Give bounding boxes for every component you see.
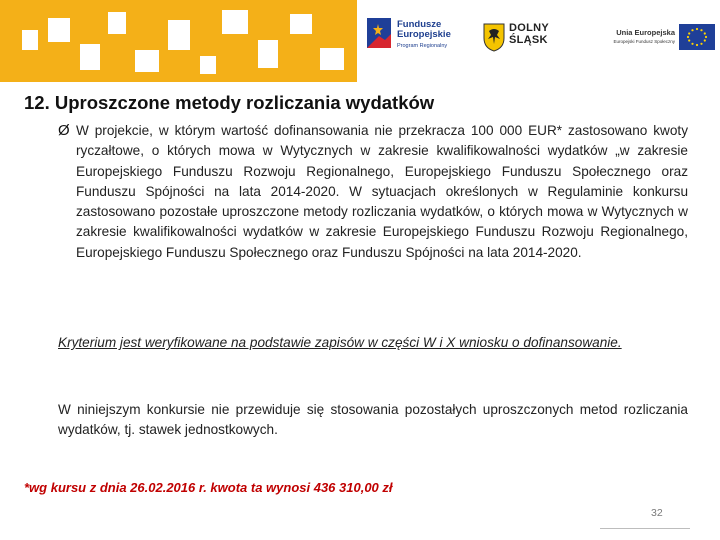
header-band	[0, 0, 720, 82]
paragraph-lump-sums: W projekcie, w którym wartość dofinansowania nie przekracza 100 000 EUR* zastosowano kwoty ryczałtowe, o których mowa w Wytycznych w zakresie kwalifikowalności wydatków „w zakresie Europejskiego Funduszu Rozwoju Regionalnego, Europejskiego Funduszu Społecznego oraz Funduszu Spójności na lata 2014-2020. W sytuacjach określonych w Regulaminie konkursu zastosowano pozostałe uproszczone metody rozliczania wydatków, o których mowa w Wytycznych w zakresie kwalifikowalności wydatków w zakresie Europejskiego Funduszu Rozwoju Regionalnego, Europejskiego Funduszu Społecznego oraz Funduszu Spójności na lata 2014-2020.	[76, 123, 688, 260]
unia-subtitle: Europejski Fundusz Społeczny	[613, 39, 675, 44]
decor-square	[108, 12, 126, 34]
paragraph-unit-rates: W niniejszym konkursie nie przewiduje się stosowania pozostałych uproszczonych metod rozliczania wydatków, tj. stawek jednostkowych.	[58, 402, 688, 438]
decor-square	[80, 44, 100, 70]
fundusze-subtitle: Program Regionalny	[397, 43, 448, 49]
fundusze-europejskie-logo	[367, 16, 485, 64]
decor-square	[135, 50, 159, 72]
bullet-arrow-icon: Ø	[58, 122, 70, 139]
decor-square	[168, 20, 190, 50]
paragraph-criterion	[58, 333, 688, 353]
decor-square	[200, 56, 216, 74]
footnote: *wg kursu z dnia 26.02.2016 r. kwota ta wynosi 436 310,00 zł	[24, 480, 393, 495]
decor-square	[222, 10, 248, 34]
fundusze-name: Fundusze Europejskie	[397, 19, 451, 40]
page-number: 32	[651, 507, 663, 519]
logo-strip	[357, 0, 720, 82]
unia-title: Unia Europejska	[616, 28, 675, 37]
page-number-divider	[600, 528, 690, 529]
slide-title: 12. Uproszczone metody rozliczania wydatków	[24, 92, 435, 113]
dolny-slask-name: DOLNY ŚLĄSK	[509, 22, 549, 46]
decor-square	[258, 40, 278, 68]
unia-europejska-logo	[593, 24, 715, 54]
eagle-crest-icon	[482, 22, 506, 52]
eu-flag-icon	[679, 24, 715, 50]
criterion-text: Kryterium jest weryfikowane na podstawie zapisów w części W i X wniosku o dofinansowanie.	[58, 335, 622, 350]
decor-square	[290, 14, 312, 34]
dolny-slask-logo	[482, 22, 562, 62]
fundusze-star-icon	[367, 16, 395, 50]
decor-square	[320, 48, 344, 70]
decor-square	[48, 18, 70, 42]
decor-square	[22, 30, 38, 50]
